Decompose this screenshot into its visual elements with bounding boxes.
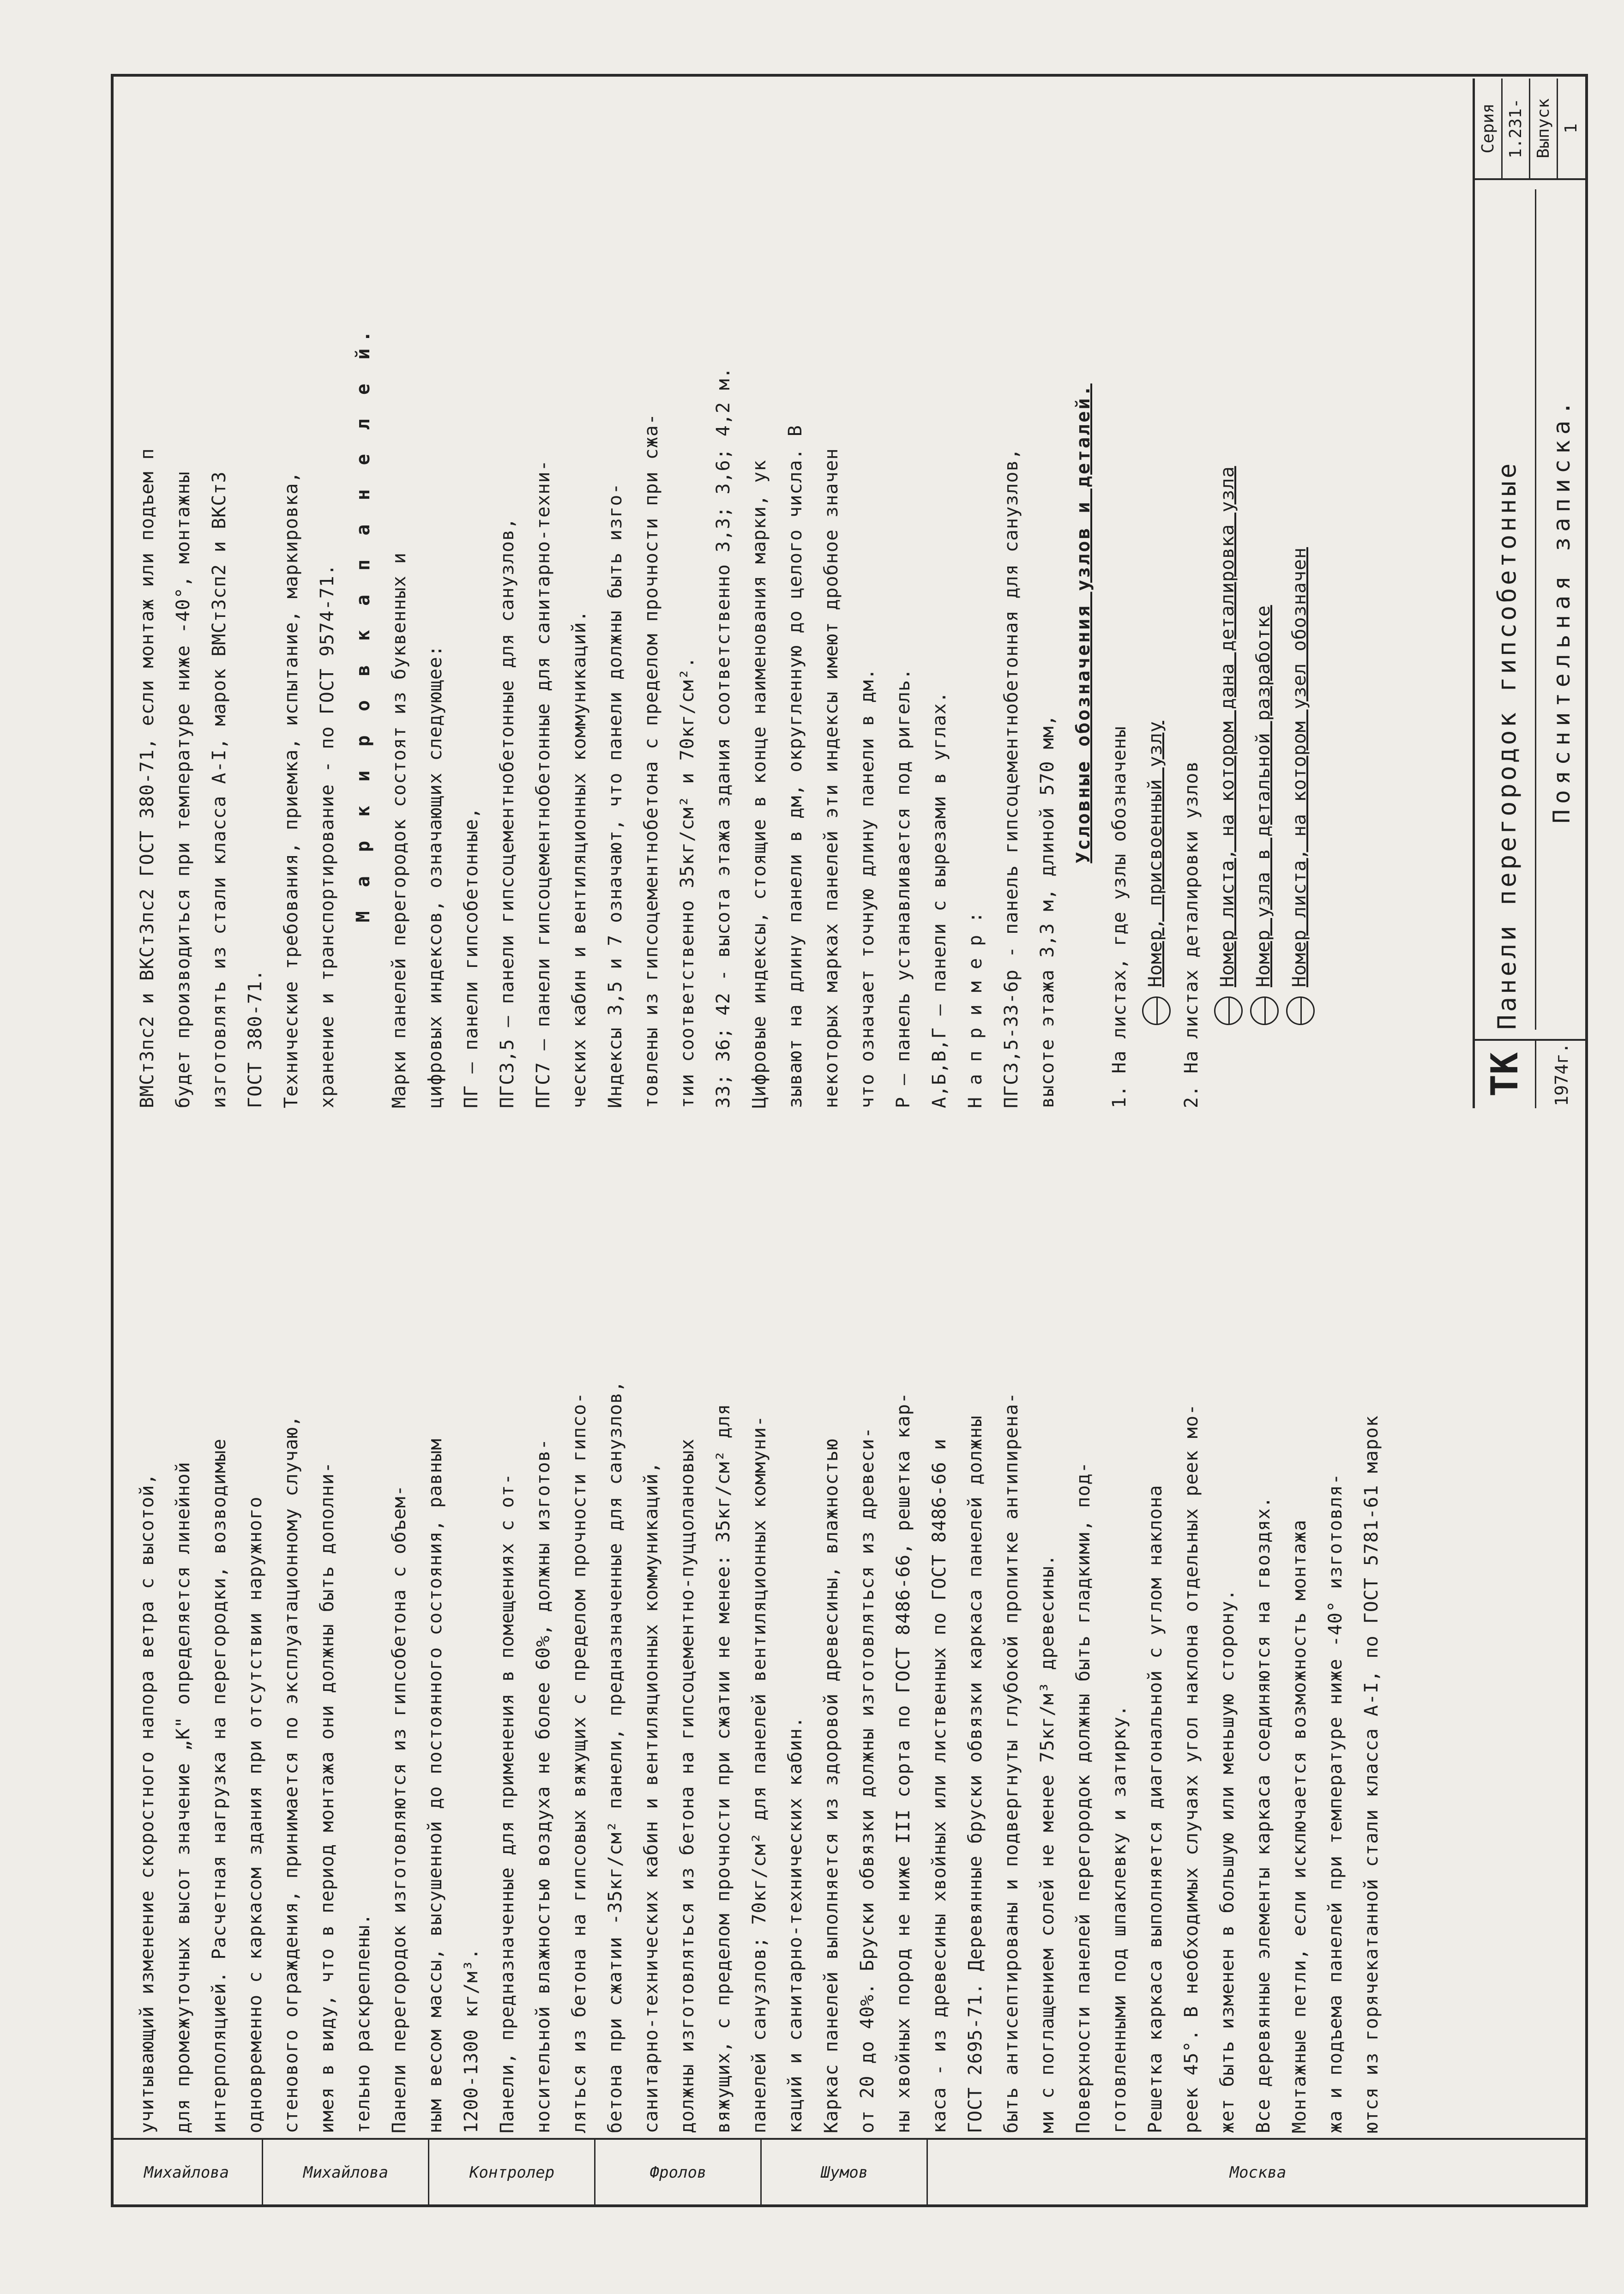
text-line: Панели перегородок изготовляются из гипсобетона с объем- — [389, 1485, 410, 2133]
text-line: товлены из гипсоцементнобетона с пределом прочности при сжа- — [641, 413, 662, 1108]
text-line: ВМСт3пс2 и ВКСт3пс2 ГОСТ 380-71, если монтаж или подъем п — [137, 448, 158, 1108]
text-line: стенового ограждения, принимается по эксплуатационному случаю, — [281, 1415, 302, 2133]
text-line: Поверхности панелей перегородок должны быть гладкими, под- — [1073, 1461, 1094, 2133]
text-line: санитарно-технических кабин и вентиляционных коммуникаций, — [641, 1461, 662, 2133]
text-line: 2. На листах деталировки узлов — [1181, 761, 1202, 1108]
node-marker-circle — [1250, 996, 1279, 1025]
text-line: А,Б,В,Г — панели с вырезами в углах. — [929, 691, 950, 1108]
text-line: зывают на длину панели в дм, округленную до целого числа. В — [785, 425, 806, 1108]
text-line: Технические требования, приемка, испытание, маркировка, — [281, 471, 302, 1108]
text-line: ГОСТ 2695-71. Деревянные бруски обвязки каркаса панелей должны — [965, 1415, 986, 2133]
text-line: носительной влажностью воздуха не более 60%, должны изготов- — [533, 1438, 554, 2133]
text-line: Все деревянные элементы каркаса соединяются на гвоздях. — [1253, 1496, 1274, 2133]
text-line: Условные обозначения узлов и деталей. — [1073, 383, 1094, 863]
node-marker-circle — [1214, 996, 1243, 1025]
text-line: тии соответственно 35кг/см² и 70кг/см². — [677, 656, 698, 1108]
text-line: ПГС3,5 — панели гипсоцементнобетонные для санузлов, — [497, 517, 518, 1108]
text-line: имея в виду, что в период монтажа они должны быть дополни- — [317, 1461, 338, 2133]
text-line: Панели, предназначенные для применения в помещениях с от- — [497, 1473, 518, 2133]
series-label: Серия — [1475, 78, 1503, 178]
text-line: для промежуточных высот значение „К" определяется линейной — [173, 1461, 194, 2133]
text-line: ляться из бетона на гипсовых вяжущих с пределом прочности гипсо- — [569, 1392, 590, 2133]
issue-label: Выпуск — [1530, 78, 1558, 178]
text-line: что означает точную длину панели в дм. — [857, 668, 878, 1108]
text-line: интерполяцией. Расчетная нагрузка на перегородки, возводимые — [209, 1438, 230, 2133]
text-line: быть антисептированы и подвергнуты глубокой пропитке антипирена- — [1001, 1392, 1022, 2133]
text-line: Р — панель устанавливается под ригель. — [893, 668, 914, 1108]
text-line: Индексы 3,5 и 7 означают, что панели должны быть изго- — [605, 483, 626, 1108]
text-line: реек 45°. В необходимых случаях угол наклона отдельных реек мо- — [1181, 1403, 1202, 2133]
title-block-subtitle: Пояснительная записка. — [1535, 189, 1586, 1030]
node-marker-circle — [1286, 996, 1315, 1025]
series-value: 1.231- — [1503, 78, 1530, 178]
text-line: хранение и транспортирование - по ГОСТ 9574-71. — [317, 564, 338, 1108]
text-line: готовленными под шпаклевку и затирку. — [1109, 1704, 1130, 2133]
title-block — [1473, 78, 1583, 1108]
text-line: ным весом массы, высушенной до постоянного состояния, равным — [425, 1438, 446, 2133]
text-line: некоторых марках панелей эти индексы имеют дробное значен — [821, 448, 842, 1108]
text-line: вяжущих, с пределом прочности при сжатии не менее: 35кг/см² для — [713, 1403, 734, 2133]
text-line: каций и санитарно-технических кабин. — [785, 1716, 806, 2133]
text-line: бетона при сжатии -35кг/см² панели, предназначенные для санузлов, — [605, 1380, 626, 2133]
text-line: Марки панелей перегородок состоят из буквенных и — [389, 552, 410, 1108]
text-line: ПГ — панели гипсобетонные, — [461, 807, 482, 1108]
left-text-column — [129, 1164, 1389, 2133]
text-line: Каркас панелей выполняется из здоровой древесины, влажностью — [821, 1438, 842, 2133]
signature-strip — [111, 2138, 1588, 2207]
text-line: 1200-1300 кг/м³. — [461, 1948, 482, 2133]
text-line: ми с поглащением солей не менее 75кг/м³ древесины. — [1037, 1554, 1058, 2133]
signature-cell: Москва — [1229, 2163, 1287, 2182]
rotated-page — [111, 74, 1588, 2207]
node-marker-caption: Номер листа, на котором узел обозначен — [1289, 547, 1310, 987]
text-line — [1281, 139, 1317, 1108]
text-line: ческих кабин и вентиляционных коммуникаций. — [569, 610, 590, 1108]
series-box — [1475, 78, 1586, 180]
text-line: высоте этажа 3,3 м, длиной 570 мм, — [1037, 714, 1058, 1108]
text-line: от 20 до 40%. Бруски обвязки должны изготовляться из древеси- — [857, 1426, 878, 2133]
text-line: должны изготовляться из бетона на гипсоцементно-пуццолановых — [677, 1438, 698, 2133]
text-line: одновременно с каркасом здания при отсутствии наружного — [245, 1496, 266, 2133]
node-marker-caption: Номер узла в детальной разработке — [1253, 605, 1274, 987]
text-line: жа и подъема панелей при температуре ниже -40° изготовля- — [1325, 1473, 1346, 2133]
signature-cell: Михайлова — [111, 2138, 263, 2207]
text-line: панелей санузлов; 70кг/см² для панелей вентиляционных коммуни- — [749, 1415, 770, 2133]
text-line: 33; 36; 42 - высота этажа здания соответственно 3,3; 3,6; 4,2 м. — [713, 367, 734, 1108]
text-line: М а р к и р о в к а п а н е л е й. — [353, 324, 374, 923]
text-line: ются из горячекатанной стали класса А-I, по ГОСТ 5781-61 марок — [1361, 1415, 1382, 2133]
text-line — [1137, 139, 1173, 1108]
text-line: ны хвойных пород не ниже III сорта по ГОСТ 8486-66, решетка кар- — [893, 1392, 914, 2133]
title-block-title: Панели перегородок гипсобетонные — [1492, 460, 1522, 1030]
signature-cell: Фролов — [595, 2138, 762, 2207]
signature-cell: Михайлова — [263, 2138, 429, 2207]
text-line: каса - из древесины хвойных или лиственных по ГОСТ 8486-66 и — [929, 1438, 950, 2133]
signature-cell: Шумов — [762, 2138, 928, 2207]
text-line: Решетка каркаса выполняется диагональной с углом наклона — [1145, 1485, 1166, 2133]
text-line: Н а п р и м е р : — [965, 911, 986, 1108]
text-line: тельно раскреплены. — [353, 1913, 374, 2133]
text-line: жет быть изменен в большую или меньшую сторону. — [1217, 1589, 1238, 2133]
issue-value: 1 — [1562, 123, 1581, 133]
node-marker-circle — [1142, 996, 1171, 1025]
text-line: 1. На листах, где узлы обозначены — [1109, 726, 1130, 1108]
text-line: учитывающий изменение скоростного напора ветра с высотой, — [137, 1473, 158, 2133]
title-block-year: 1974г. — [1535, 1039, 1586, 1108]
right-text-column — [129, 139, 1317, 1108]
text-line: изготовлять из стали класса А-I, марок ВМСт3сп2 и ВКСт3 — [209, 471, 230, 1108]
text-line — [1245, 139, 1281, 1108]
text-line: цифровых индексов, означающих следующее: — [425, 645, 446, 1108]
text-line: будет производиться при температуре ниже -40°, монтажны — [173, 471, 194, 1108]
node-marker-caption: Номер, присвоенный узлу — [1145, 721, 1166, 987]
text-line: Цифровые индексы, стоящие в конце наименования марки, ук — [749, 459, 770, 1108]
text-line: ГОСТ 380-71. — [245, 969, 266, 1108]
node-marker-caption: Номер листа, на котором дана деталировка узла — [1217, 466, 1238, 987]
text-line — [1209, 139, 1245, 1108]
signature-cell: Контролер — [429, 2138, 595, 2207]
text-line: Монтажные петли, если исключается возможность монтажа — [1289, 1519, 1310, 2133]
title-block-code: ТК — [1475, 1039, 1535, 1108]
text-line: ПГС7 — панели гипсоцементнобетонные для санитарно-техни- — [533, 459, 554, 1108]
text-line: ПГС3,5-33-6р - панель гипсоцементнобетонная для санузлов, — [1001, 448, 1022, 1108]
